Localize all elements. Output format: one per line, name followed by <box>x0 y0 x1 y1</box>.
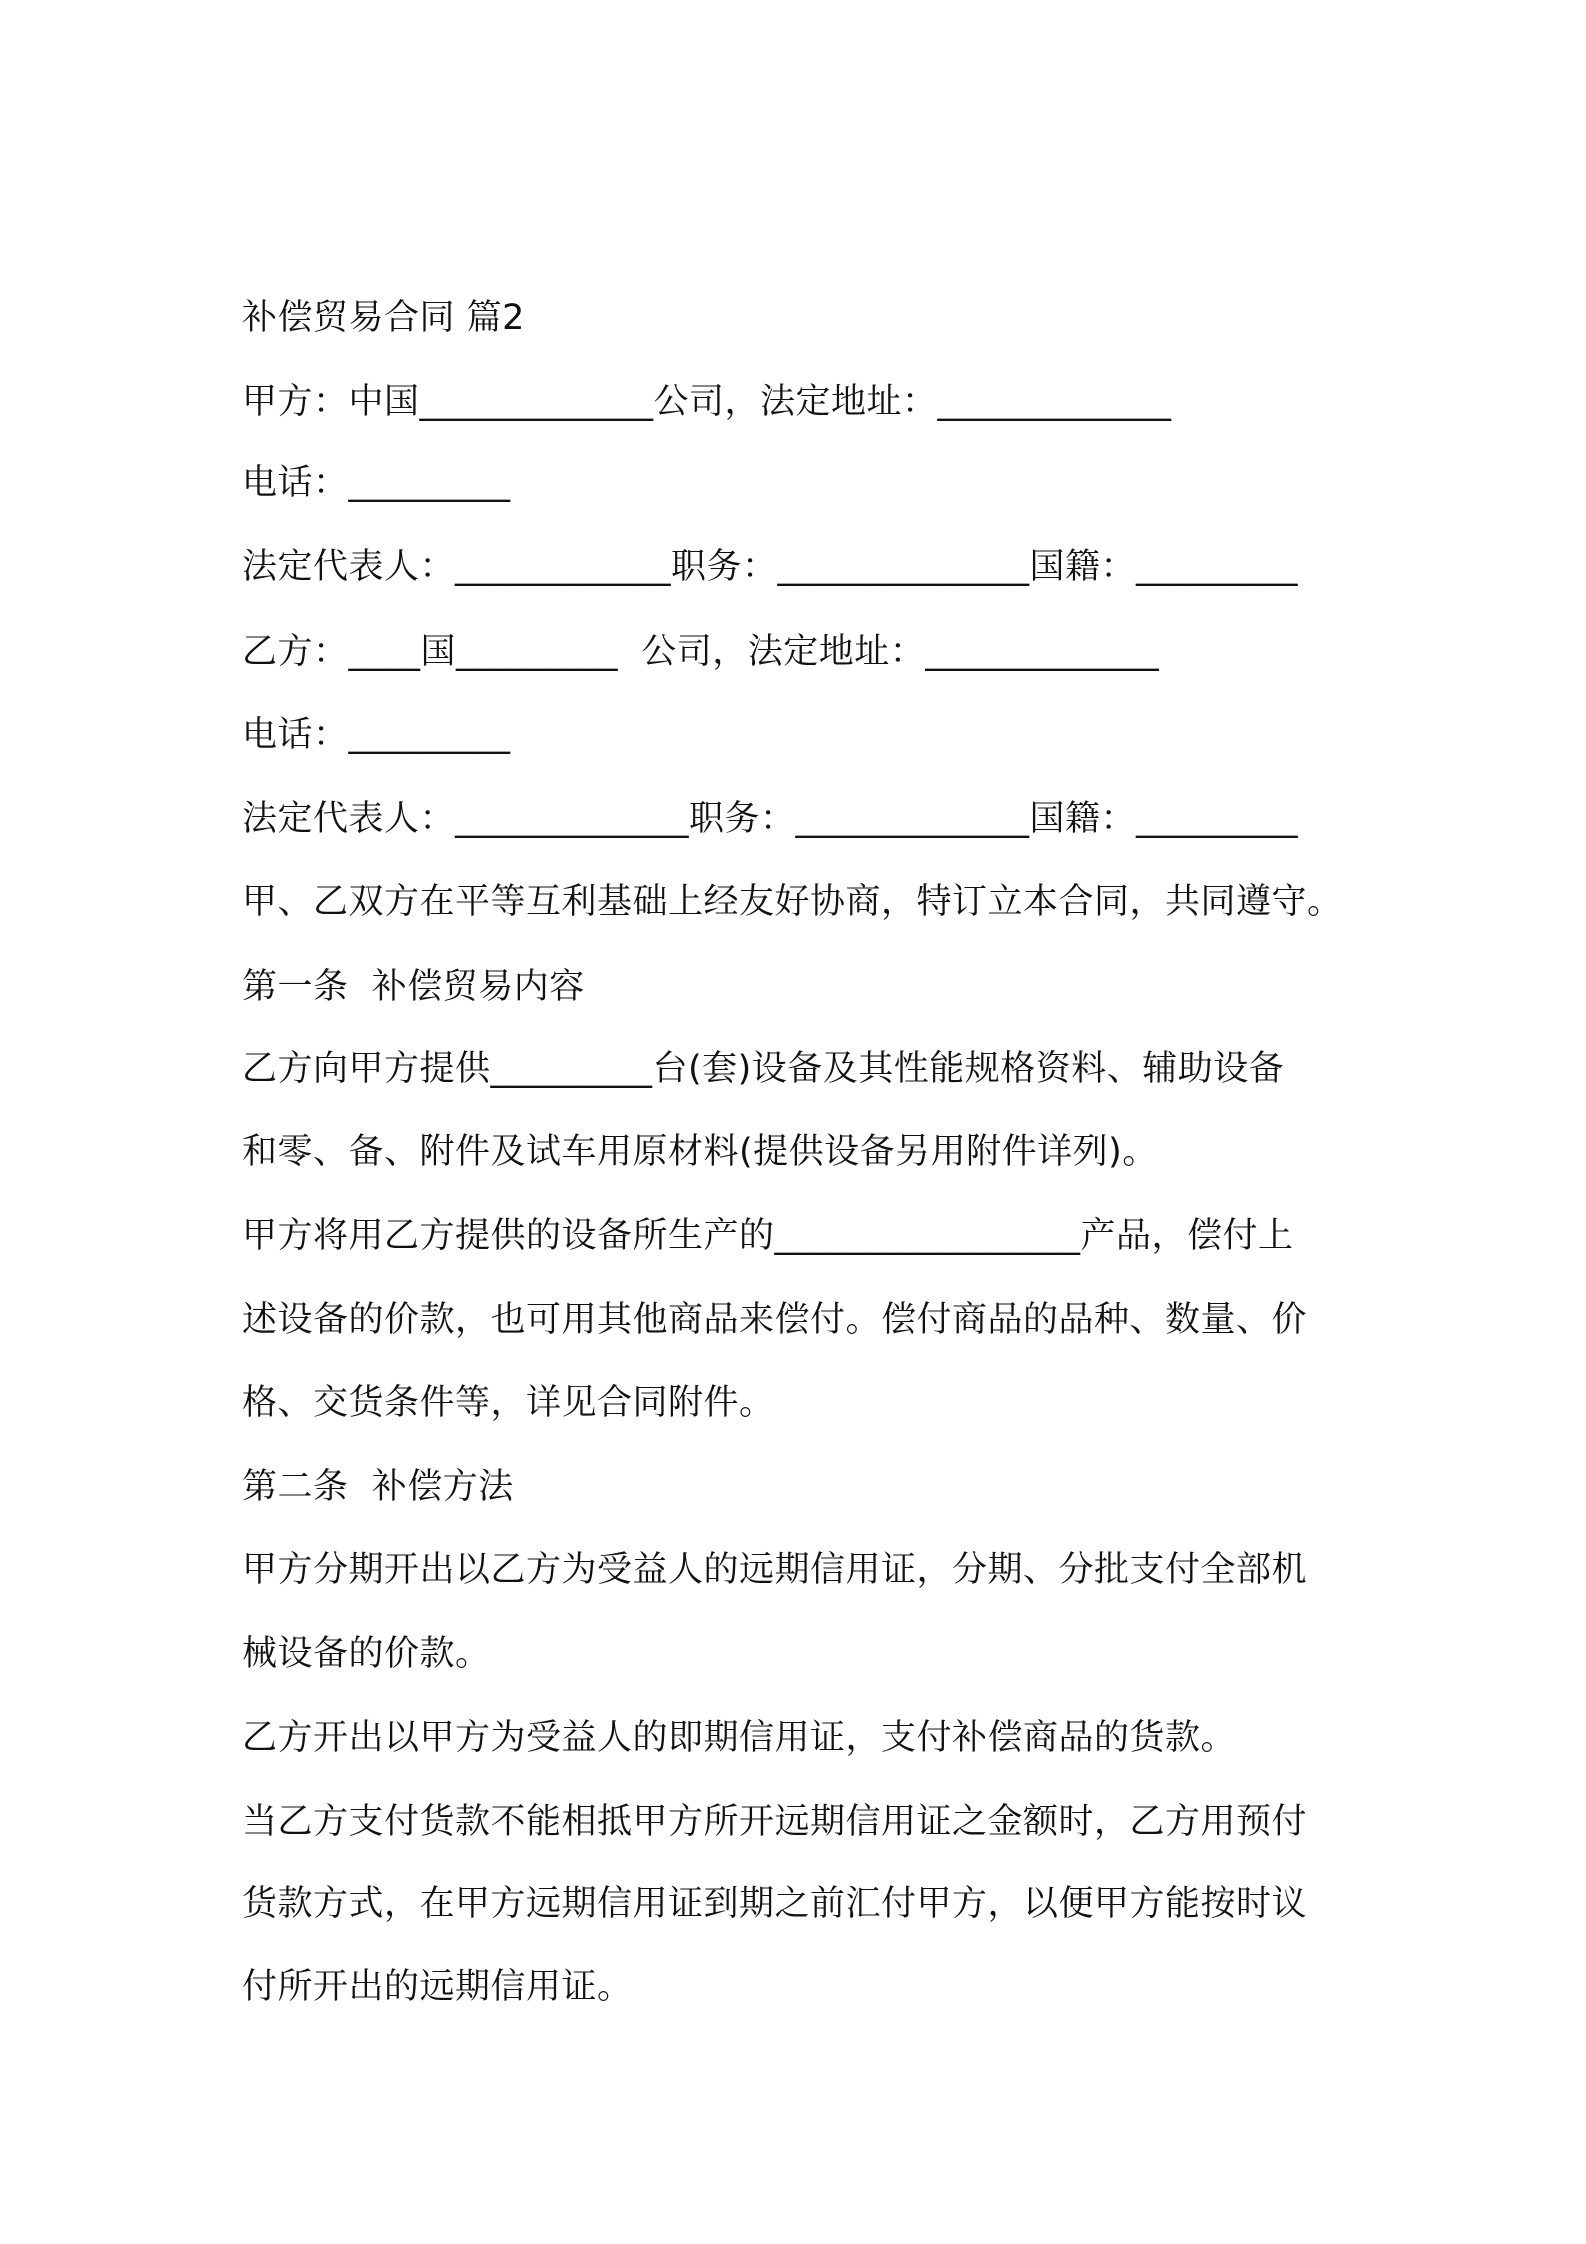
party-a-phone-line: 电话：_________ <box>242 463 511 503</box>
article-1-paragraph-2-line-3: 格、交货条件等，详见合同附件。 <box>242 1383 775 1423</box>
party-b-phone-line: 电话：_________ <box>242 715 511 755</box>
article-2-paragraph-3-line-1: 当乙方支付货款不能相抵甲方所开远期信用证之金额时，乙方用预付 <box>242 1802 1308 1842</box>
party-a-representative-line: 法定代表人：____________职务：______________国籍：_________ <box>242 547 1299 587</box>
party-a-company-line: 甲方：中国_____________公司，法定地址：_____________ <box>242 382 1172 422</box>
article-1-heading: 第一条 补偿贸易内容 <box>242 967 585 1007</box>
party-b-representative-line: 法定代表人：_____________职务：_____________国籍：_________ <box>242 799 1299 839</box>
article-2-heading: 第二条 补偿方法 <box>242 1467 514 1507</box>
agreement-preamble: 甲、乙双方在平等互利基础上经友好协商，特订立本合同，共同遵守。 <box>242 882 1343 922</box>
article-2-paragraph-1-line-1: 甲方分期开出以乙方为受益人的远期信用证，分期、分批支付全部机 <box>242 1550 1308 1590</box>
article-2-paragraph-3-line-3: 付所开出的远期信用证。 <box>242 1967 633 2007</box>
article-2-paragraph-1-line-2: 械设备的价款。 <box>242 1634 491 1674</box>
article-1-paragraph-1-line-2: 和零、备、附件及试车用原材料(提供设备另用附件详列)。 <box>242 1132 1158 1172</box>
article-2-paragraph-2: 乙方开出以甲方为受益人的即期信用证，支付补偿商品的货款。 <box>242 1718 1237 1758</box>
article-2-paragraph-3-line-2: 货款方式，在甲方远期信用证到期之前汇付甲方，以便甲方能按时议 <box>242 1884 1308 1924</box>
article-1-paragraph-2-line-2: 述设备的价款，也可用其他商品来偿付。偿付商品的品种、数量、价 <box>242 1300 1308 1340</box>
document-title: 补偿贸易合同 篇2 <box>242 298 525 338</box>
article-1-paragraph-2-line-1: 甲方将用乙方提供的设备所生产的_________________产品，偿付上 <box>242 1216 1294 1256</box>
party-b-company-line: 乙方：____国_________ 公司，法定地址：_____________ <box>242 632 1160 672</box>
article-1-paragraph-1-line-1: 乙方向甲方提供_________台(套)设备及其性能规格资料、辅助设备 <box>242 1049 1285 1089</box>
